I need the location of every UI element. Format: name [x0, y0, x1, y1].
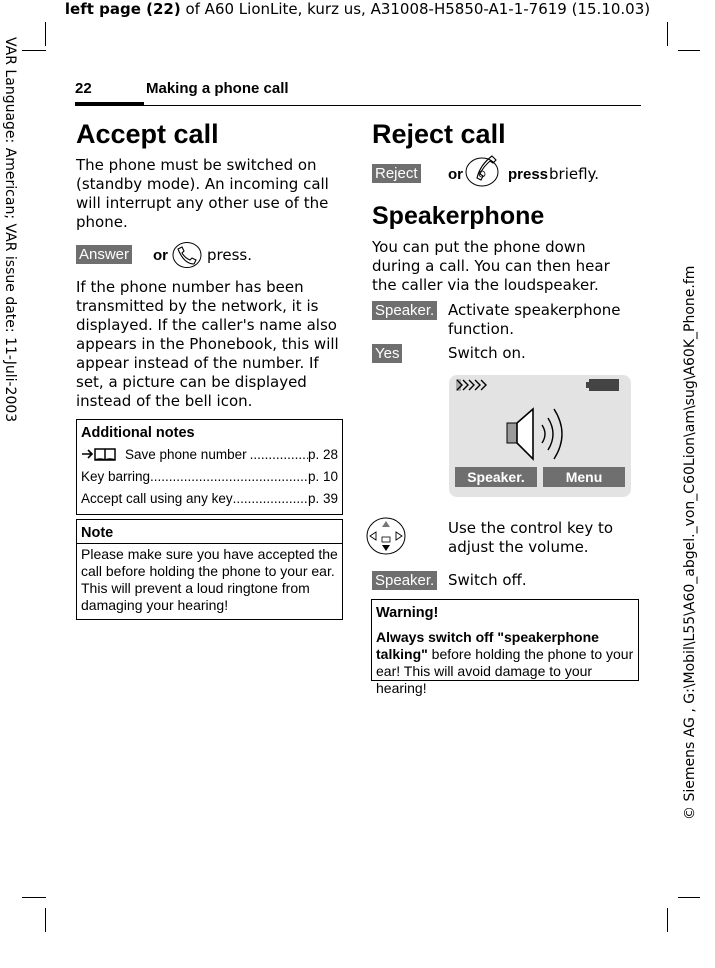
control-key-icon [364, 516, 408, 556]
press-label: press. [207, 246, 252, 264]
print-header-rest: of A60 LionLite, kurz us, A31008-H5850-A1-1-7619 (15.10.03) [180, 0, 651, 18]
crop-mark [22, 897, 46, 898]
side-text-right: © Siemens AG , G:\Mobil\L55\A60_abgel._von_C60Lion\am\sug\A60K_Phone.fm [682, 265, 698, 820]
additional-notes-box [76, 419, 343, 515]
battery-icon [586, 378, 620, 392]
accept-call-intro: The phone must be switched on (standby mode). An incoming call will interrupt any other use of the phone. [76, 156, 329, 231]
warning-text [372, 623, 638, 703]
page-title: Making a phone call [146, 80, 289, 97]
phone-display [449, 375, 631, 497]
note-page: p. 28 [307, 447, 338, 462]
answer-softkey: Answer [76, 245, 132, 264]
press-label: press [508, 166, 549, 183]
note-text: Please make sure you have accepted the call before holding the phone to your ear. This will prevent a loud ringtone from damaging your hearing! [81, 546, 338, 613]
note-row [77, 444, 342, 464]
side-text-left: VAR Language: American; VAR issue date: 11-Juli-2003 [2, 37, 18, 423]
step-activate-text: Activate speakerphone function. [448, 301, 621, 338]
note-row [77, 486, 342, 508]
note-page: p. 39 [307, 491, 338, 506]
note-label: Accept call using any key [81, 491, 233, 506]
volume-instruction: Use the control key to adjust the volume. [448, 519, 614, 556]
crop-mark [678, 897, 700, 898]
reject-softkey: Reject [372, 164, 421, 183]
print-header [0, 0, 715, 18]
additional-notes-title: Additional notes [81, 425, 195, 441]
reject-instruction [372, 160, 642, 188]
accept-instruction [76, 244, 346, 268]
crop-mark [667, 22, 668, 46]
accept-call-heading: Accept call [76, 119, 219, 149]
loudspeaker-icon [506, 403, 576, 465]
leader-dots [250, 447, 308, 462]
print-header-bold: left page (22) [64, 0, 181, 18]
warning-box [371, 599, 639, 696]
speakerphone-heading: Speakerphone [372, 202, 545, 230]
briefly-label: briefly. [549, 165, 600, 183]
step-switch-off-text: Switch off. [448, 571, 527, 589]
header-rule [75, 105, 641, 106]
page-number: 22 [75, 80, 92, 97]
yes-softkey: Yes [372, 344, 402, 363]
end-key-icon [462, 154, 502, 188]
warning-title: Warning! [376, 605, 439, 621]
crop-mark [22, 50, 46, 51]
leader-dots [233, 491, 308, 506]
note-row [77, 464, 342, 486]
note-label: Save phone number [125, 447, 247, 462]
leader-dots [150, 469, 308, 484]
reject-call-heading: Reject call [372, 119, 506, 149]
speakerphone-intro: You can put the phone down during a call. You can then hear the caller via the loudspeaker. [372, 238, 610, 294]
or-label: or [448, 166, 463, 183]
crop-mark [678, 50, 700, 51]
warning-rest: before holding the phone to your ear! This will avoid damage to your hearing! [376, 646, 634, 696]
reference-icon [81, 446, 117, 462]
warning-bold: Always switch off "speakerphone talking" [376, 629, 599, 662]
crop-mark [45, 908, 46, 932]
header-rule-accent [75, 102, 144, 106]
speaker-softkey: Speaker. [372, 301, 437, 320]
note-box [76, 519, 343, 620]
step-switch-on-text: Switch on. [448, 344, 526, 362]
display-left-softkey: Speaker. [455, 467, 537, 487]
call-key-icon [170, 240, 204, 270]
signal-strength-icon [456, 378, 492, 392]
note-title: Note [81, 525, 114, 541]
accept-call-details: If the phone number has been transmitted by the network, it is displayed. If the caller's name also appears in the Phonebook, this will appear instead of the number. If set, a picture can be displayed instead of the bell icon. [76, 278, 339, 410]
note-label: Key barring [81, 469, 151, 484]
display-right-softkey: Menu [543, 467, 625, 487]
note-page: p. 10 [307, 469, 338, 484]
crop-mark [45, 22, 46, 46]
speaker-off-softkey: Speaker. [372, 571, 437, 590]
or-label: or [153, 247, 168, 264]
crop-mark [667, 908, 668, 932]
